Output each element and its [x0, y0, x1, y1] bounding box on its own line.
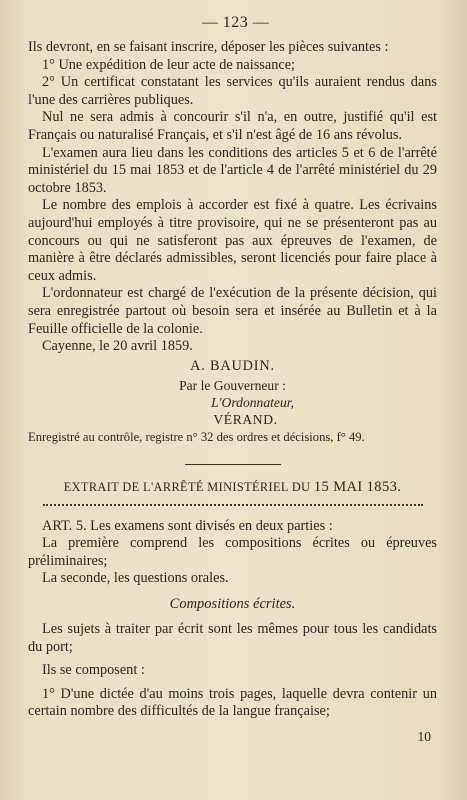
paragraph: La première comprend les compositions écrites ou épreuves préliminaires; [28, 535, 437, 569]
paragraph: ART. 5. Les examens sont divisés en deux parties : [42, 517, 333, 534]
countersign-name: VÉRAND. [213, 411, 278, 427]
section-heading: Compositions écrites. [169, 596, 296, 613]
paragraph: Nul ne sera admis à concourir s'il n'a, en outre, justifié qu'il est Français ou naturalisé Français, et s'il n'est âgé de 16 ans révolus. [28, 109, 437, 143]
separator-rule [185, 464, 281, 465]
signature-mark: 10 [417, 729, 431, 745]
paragraph: Ils devront, en se faisant inscrire, déposer les pièces suivantes : [28, 39, 389, 55]
extract-heading-text: EXTRAIT DE L'ARRÊTÉ MINISTÉRIEL DU [63, 479, 311, 494]
paragraph: 1° Une expédition de leur acte de naissance; [42, 56, 296, 73]
registration-note: Enregistré au contrôle, registre n° 32 des ordres et décisions, f° 49. [28, 429, 365, 444]
signatory-by: Par le Gouverneur : [179, 377, 286, 393]
signatory-role: L'Ordonnateur, [211, 394, 294, 410]
paragraph: 1° D'une dictée d'au moins trois pages, laquelle devra contenir un certain nombre des difficultés de la langue française; [28, 685, 437, 720]
dotted-rule [43, 504, 423, 506]
paragraph: L'ordonnateur est chargé de l'exécution de la présente décision, qui sera enregistrée partout où besoin sera et insérée au Bulletin et à la Feuille officielle de la colonie. [28, 285, 437, 337]
page-number: — 123 — [201, 14, 270, 31]
paragraph: Les sujets à traiter par écrit sont les mêmes pour tous les candidats du port; [28, 621, 437, 655]
paragraph: Le nombre des emplois à accorder est fixé à quatre. Les écrivains aujourd'hui employés à titre provisoire, qui ne se présenteront pas au concours ou qui ne satisferont pas aux épreuves de l'examen, de manière à être déclarés admissibles, seront licenciés pour faire place à ceux admis. [28, 197, 437, 284]
extract-heading [28, 479, 437, 496]
extract-heading-date: 15 MAI 1853. [313, 478, 402, 495]
signature-block [28, 358, 437, 428]
paragraph: 2° Un certificat constatant les services qu'ils auraient rendus dans l'une des carrières publiques. [28, 74, 437, 108]
paragraph: L'examen aura lieu dans les conditions des articles 5 et 6 de l'arrêté ministériel du 15 mai 1853 et de l'article 4 de l'arrêté ministériel du 29 octobre 1853. [28, 144, 437, 196]
signatory-name: A. BAUDIN. [190, 357, 275, 374]
date-line: Cayenne, le 20 avril 1859. [42, 338, 193, 355]
paragraph: La seconde, les questions orales. [42, 570, 229, 587]
paragraph: Ils se composent : [42, 662, 145, 679]
